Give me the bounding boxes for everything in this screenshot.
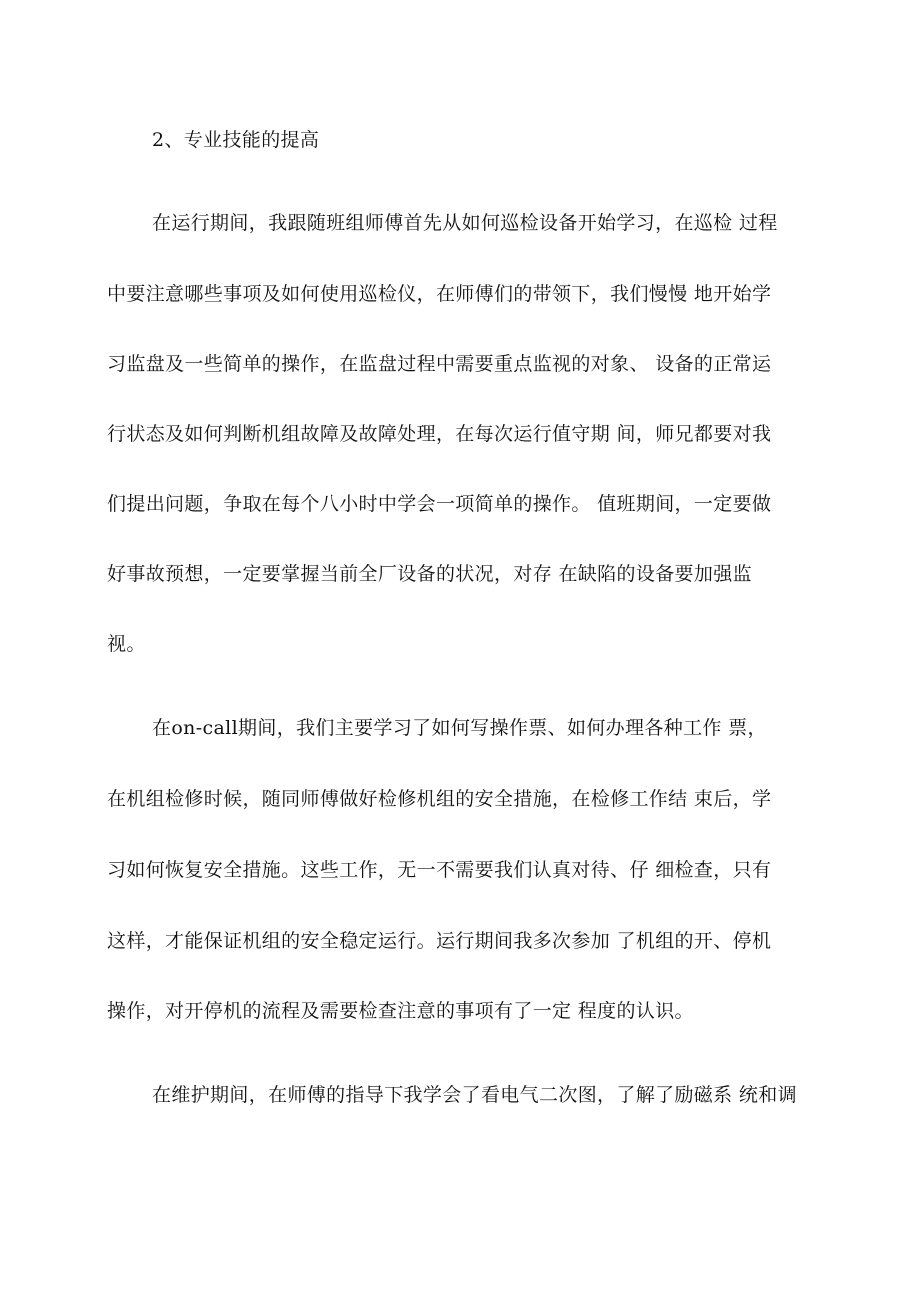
paragraph-1-line-3: 习监盘及一些简单的操作，在监盘过程中需要重点监视的对象、 设备的正常运 [107,353,772,375]
paragraph-2-line-4: 这样，才能保证机组的安全稳定运行。运行期间我多次参加 了机组的开、停机 [107,930,772,952]
section-heading: 2、专业技能的提高 [152,129,320,151]
paragraph-2-line-3: 习如何恢复安全措施。这些工作，无一不需要我们认真对待、仔 细检查，只有 [107,859,772,881]
paragraph-1-line-5: 们提出问题，争取在每个八小时中学会一项简单的操作。 值班期间，一定要做 [107,493,772,515]
paragraph-2-line-1: 在on-call期间，我们主要学习了如何写操作票、如何办理各种工作 票， [152,717,767,739]
paragraph-3-line-1: 在维护期间，在师傅的指导下我学会了看电气二次图，了解了励磁系 统和调 [152,1084,797,1106]
paragraph-1-line-4: 行状态及如何判断机组故障及故障处理，在每次运行值守期 间，师兄都要对我 [107,423,772,445]
paragraph-1-line-7: 视。 [107,633,146,655]
paragraph-1-line-1: 在运行期间，我跟随班组师傅首先从如何巡检设备开始学习，在巡检 过程 [152,212,778,234]
paragraph-2-line-5: 操作，对开停机的流程及需要检查注意的事项有了一定 程度的认识。 [107,1000,694,1022]
paragraph-2-line-2: 在机组检修时候，随同师傅做好检修机组的安全措施，在检修工作结 束后，学 [107,788,772,810]
paragraph-1-line-2: 中要注意哪些事项及如何使用巡检仪，在师傅们的带领下，我们慢慢 地开始学 [107,283,772,305]
paragraph-1-line-6: 好事故预想，一定要掌握当前全厂设备的状况，对存 在缺陷的设备要加强监 [107,563,752,585]
